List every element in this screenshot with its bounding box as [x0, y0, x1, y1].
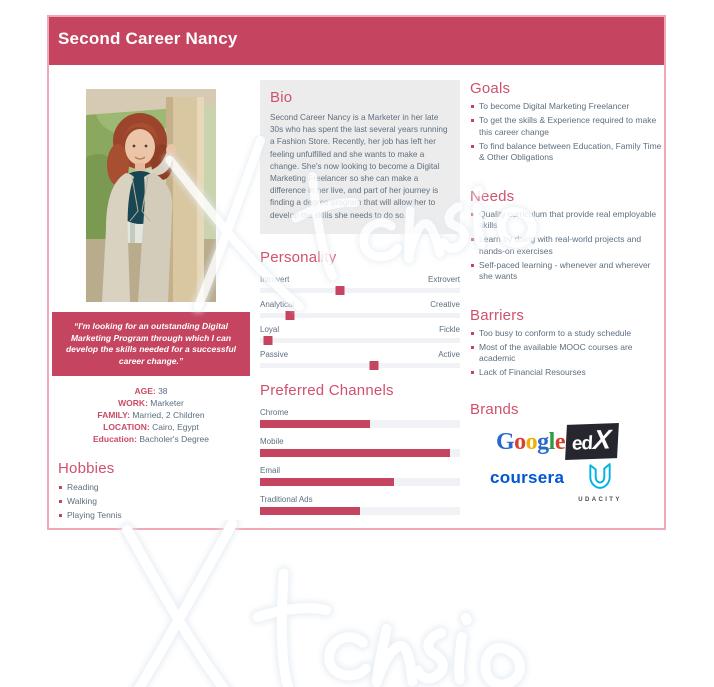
- list-item: Self-paced learning - whenever and wherever she wants: [470, 260, 664, 283]
- google-logo: [496, 429, 565, 456]
- slider-marker: [286, 311, 295, 320]
- slider-track: [260, 338, 460, 343]
- slider-left-label: Introvert: [260, 274, 290, 284]
- edx-logo: edX: [565, 423, 619, 460]
- slider-marker: [370, 361, 379, 370]
- channel-label: Chrome: [260, 407, 289, 417]
- google-letter: o: [525, 428, 538, 455]
- list-item: Learn by doing with real-world projects and hands-on exercises: [470, 234, 664, 257]
- persona-photo: [86, 89, 216, 302]
- list-item: Walking: [58, 496, 250, 508]
- google-letter: e: [554, 428, 565, 455]
- channel-bar: [260, 466, 460, 486]
- preferred-channels-section: [260, 382, 460, 515]
- bio-heading: Bio: [270, 89, 293, 106]
- goals-list: [470, 101, 664, 164]
- bio-section: [260, 80, 460, 234]
- personality-slider: [260, 275, 460, 293]
- brands-section: [470, 401, 664, 526]
- persona-card: [47, 15, 666, 530]
- list-item: Most of the available MOOC courses are academic: [470, 342, 664, 365]
- personality-slider: [260, 300, 460, 318]
- list-item: Quality curriculum that provide real employable skills: [470, 209, 664, 232]
- bar-fill: [260, 478, 394, 486]
- right-column: [470, 80, 664, 539]
- personality-slider: [260, 325, 460, 343]
- demo-row: AGE: 38: [134, 386, 168, 396]
- channels-heading: Preferred Channels: [260, 381, 394, 399]
- personality-section: [260, 249, 460, 368]
- bar-track: [260, 507, 460, 515]
- personality-slider: [260, 350, 460, 368]
- barriers-heading: Barriers: [470, 306, 525, 324]
- channel-label: Traditional Ads: [260, 494, 313, 504]
- middle-column: [260, 80, 460, 515]
- goals-heading: Goals: [470, 80, 511, 97]
- slider-right-label: Extrovert: [427, 274, 460, 284]
- list-item: Too busy to conform to a study schedule: [470, 328, 664, 340]
- google-letter: o: [514, 428, 526, 455]
- slider-left-label: Loyal: [260, 324, 280, 334]
- slider-track: [260, 313, 460, 318]
- needs-section: [470, 188, 664, 283]
- goals-section: [470, 80, 664, 164]
- barriers-list: [470, 328, 664, 379]
- demographics: [52, 385, 250, 445]
- list-item: To get the skills & Experience required to make this career change: [470, 115, 664, 138]
- demo-row: WORK: Marketer: [118, 398, 184, 408]
- list-item: To become Digital Marketing Freelancer: [470, 101, 664, 113]
- slider-left-label: Analytical: [260, 299, 295, 309]
- demo-row: Education: Bacholer's Degree: [93, 434, 209, 444]
- hobbies-section: [52, 460, 250, 522]
- channel-bar: [260, 408, 460, 428]
- bar-track: [260, 449, 460, 457]
- channel-bar: [260, 495, 460, 515]
- brands-heading: Brands: [470, 400, 519, 418]
- list-item: Reading: [58, 482, 250, 494]
- udacity-u-icon: [587, 462, 613, 490]
- coursera-logo: coursera: [490, 467, 565, 487]
- slider-track: [260, 363, 460, 368]
- personality-sliders: [260, 275, 460, 368]
- bar-fill: [260, 449, 450, 457]
- brand-logos: [470, 423, 664, 526]
- slider-left-label: Passive: [260, 349, 289, 359]
- needs-heading: Needs: [470, 187, 515, 205]
- google-letter: G: [496, 428, 515, 455]
- hobbies-heading: Hobbies: [58, 460, 115, 477]
- list-item: Lack of Financial Resourses: [470, 367, 664, 379]
- demo-row: LOCATION: Cairo, Egypt: [103, 422, 199, 432]
- bar-fill: [260, 507, 360, 515]
- slider-marker: [336, 286, 345, 295]
- channel-label: Email: [260, 465, 281, 475]
- quote-box: “I'm looking for an outstanding Digital Marketing Program through which I can develop the skills needed for a successful career change.”: [52, 312, 250, 376]
- demo-row: FAMILY: Married, 2 Children: [97, 410, 205, 420]
- left-column: [52, 80, 250, 524]
- slider-right-label: Creative: [430, 299, 460, 309]
- udacity-logo: UDACITY: [576, 462, 624, 503]
- barriers-section: [470, 307, 664, 379]
- channel-bar: [260, 437, 460, 457]
- page-title: Second Career Nancy: [58, 29, 238, 48]
- bar-track: [260, 420, 460, 428]
- needs-list: [470, 209, 664, 283]
- xtensio-watermark: [112, 520, 580, 687]
- header-bar: [49, 17, 664, 65]
- slider-right-label: Active: [438, 349, 460, 359]
- slider-right-label: Fickle: [439, 324, 460, 334]
- slider-marker: [264, 336, 273, 345]
- google-letter: l: [548, 428, 555, 455]
- slider-track: [260, 288, 460, 293]
- personality-heading: Personality: [260, 248, 337, 266]
- channel-label: Mobile: [260, 436, 284, 446]
- list-item: Playing Tennis: [58, 510, 250, 522]
- bar-fill: [260, 420, 370, 428]
- list-item: To find balance between Education, Family Time & Other Obligations: [470, 141, 664, 164]
- hobbies-list: [58, 482, 250, 522]
- bar-track: [260, 478, 460, 486]
- google-letter: g: [537, 428, 549, 455]
- bio-text: Second Career Nancy is a Marketer in her late 30s who has spent the last several years running a Fashion Store. Recently, her job has left her feeling unfulfilled and she wants to make a change. She's now looking to become a Digital Marketing Freelancer so she can make a difference in her live, and part of her journey is finding a degree program that will allow her to develop the skills she needs to do so.: [270, 113, 448, 220]
